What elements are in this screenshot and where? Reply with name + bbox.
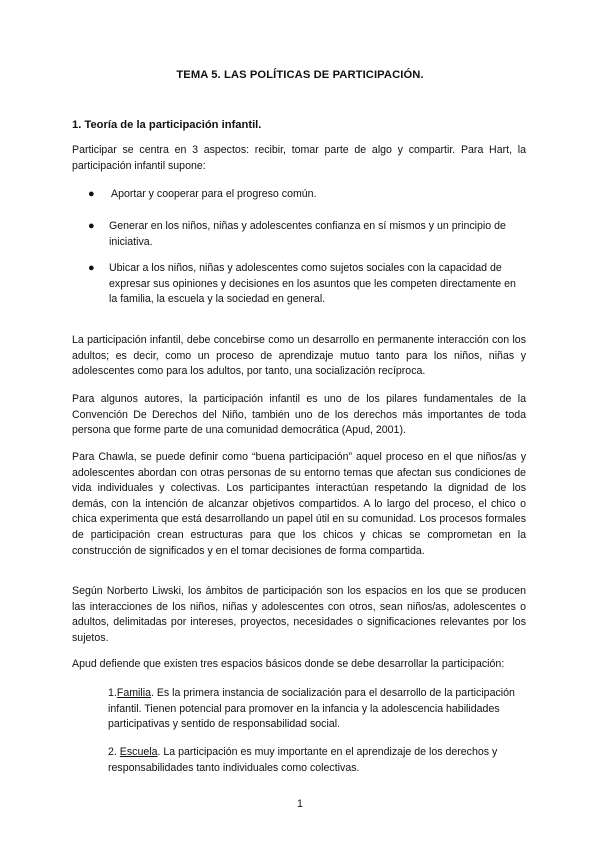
space-text: . Es la primera instancia de socialización para el desarrollo de la participación infantil. Tienen potencial para promover en la infancia y la adolescencia habilidades participativas y sentido de responsabilidad social. — [108, 687, 515, 731]
section-heading: 1. Teoría de la participación infantil. — [72, 119, 262, 131]
document-title: TEMA 5. LAS POLÍTICAS DE PARTICIPACIÓN. — [176, 69, 424, 81]
space-number: 2. — [108, 746, 120, 758]
bullet-icon: ● — [88, 220, 95, 232]
bullet-icon: ● — [88, 262, 95, 274]
paragraph-convention: Para algunos autores, la participación infantil es uno de los pilares fundamentales de la Convención De Derechos del Niño, también uno de los derechos más importantes de toda persona que forme parte de una comunidad democrática (Apud, 2001). — [72, 393, 526, 437]
paragraph-liwski: Según Norberto Liwski, los ámbitos de participación son los espacios en los que se producen las interacciones de los niños, niñas y adolescentes con otros, sean niños/as, adolescentes o adultos, delimitadas por intereses, proyectos, necesidades o significaciones relevantes por los sujetos. — [72, 585, 526, 644]
space-term: Escuela — [119, 746, 158, 758]
bullet-text: Aportar y cooperar para el progreso común. — [111, 188, 317, 200]
intro-paragraph: Participar se centra en 3 aspectos: recibir, tomar parte de algo y compartir. Para Hart, la participación infantil supone: — [72, 144, 526, 172]
space-term: Familia — [116, 687, 151, 699]
bullet-icon: ● — [88, 188, 95, 200]
paragraph-mutual-learning: La participación infantil, debe concebirse como un desarrollo en permanente interacción con los adultos; es decir, como un proceso de aprendizaje mutuo tanto para los niños, niñas y adolescentes como para los adultos, por tanto, una socialización recíproca. — [72, 334, 526, 378]
space-number: 1. — [108, 687, 117, 699]
space-text: . La participación es muy importante en el aprendizaje de los derechos y responsabilidades tanto individuales como colectivas. — [108, 746, 498, 774]
page-number: 1 — [297, 798, 303, 810]
bullet-text: Generar en los niños, niñas y adolescentes confianza en sí mismos y un principio de iniciativa. — [109, 220, 506, 248]
bullet-text: Ubicar a los niños, niñas y adolescentes como sujetos sociales con la capacidad de expresar sus opiniones y decisiones en los asuntos que les competen directamente en la familia, la escuela y la sociedad en general. — [109, 262, 516, 306]
paragraph-apud: Apud defiende que existen tres espacios básicos donde se debe desarrollar la participación: — [72, 658, 505, 670]
paragraph-chawla: Para Chawla, se puede definir como “buena participación” aquel proceso en el que niños/as y adolescentes abordan con otras personas de su entorno temas que afectan sus condiciones de vida individuales y colectivas. Los participantes interactúan respetando la dignidad de los demás, con la intención de alcanzar objetivos compartidos. A lo largo del proceso, el chico o chica experimenta que está desarrollando un papel útil en su comunidad. Los procesos formales de participación crean estructuras para que los chicos y chicas se comprometan en la construcción de significados y en el tomar decisiones de forma compartida. — [72, 451, 526, 557]
space-item-family — [108, 686, 528, 733]
space-item-school — [108, 745, 528, 776]
